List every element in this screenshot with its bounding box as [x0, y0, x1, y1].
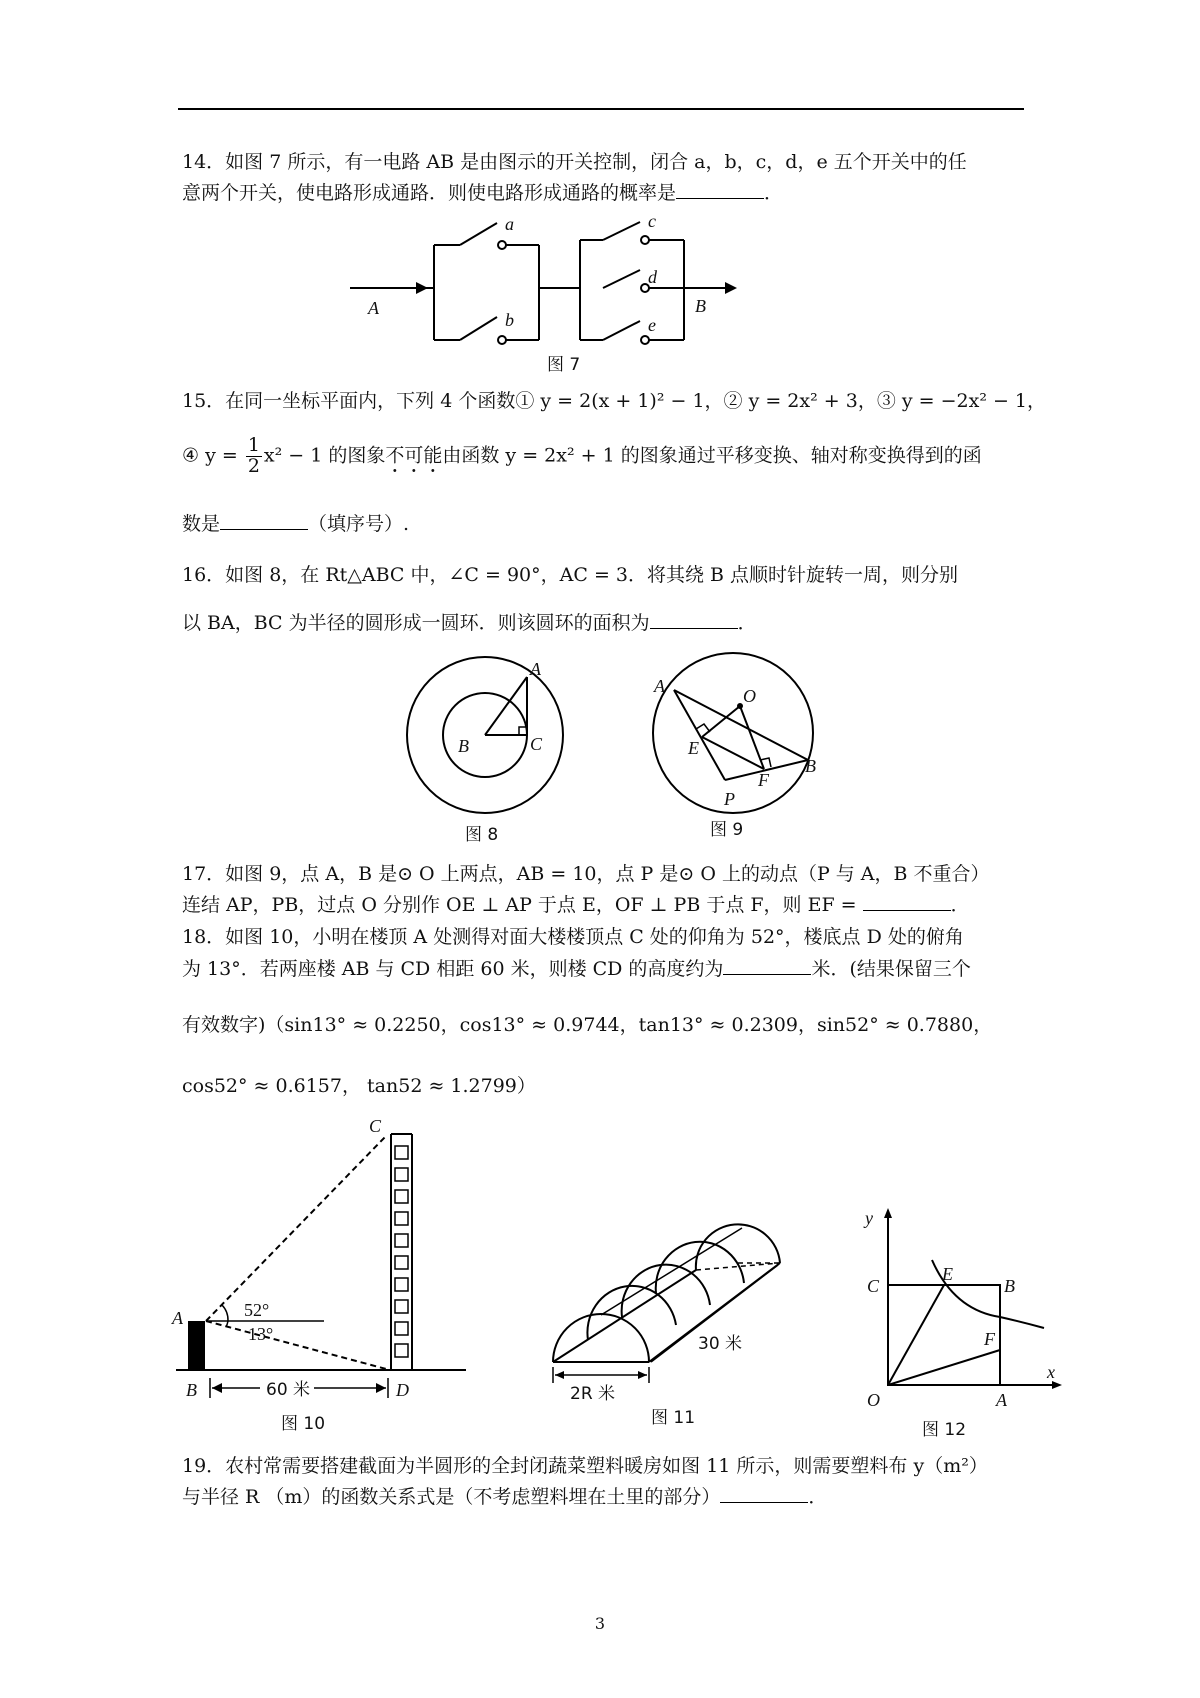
q17-line1: 17．如图 9，点 A，B 是⊙ O 上两点，AB = 10，点 P 是⊙ O 上的动点（P 与 A，B 不重合）: [182, 863, 990, 885]
fig9-label-F: F: [758, 770, 769, 790]
building-window: [395, 1212, 408, 1225]
fig8-label-A: A: [530, 659, 541, 679]
fig12-label-A: A: [996, 1390, 1007, 1410]
figure-7-circuit: [340, 210, 760, 380]
fig9-label-O: O: [743, 686, 756, 706]
fig12-label-C: C: [867, 1276, 880, 1296]
page-number: 3: [594, 1614, 606, 1633]
fig7-label-A: A: [368, 298, 379, 318]
figure-10-buildings: [172, 1108, 476, 1438]
fig11-caption: 图 11: [651, 1408, 696, 1428]
fig12-label-O: O: [867, 1390, 880, 1410]
fig10-label-C: C: [369, 1116, 382, 1136]
q15-line1: 15．在同一坐标平面内，下列 4 个函数① y = 2(x + 1)² − 1，② y = 2x² + 3，③ y = −2x² − 1，: [182, 390, 1047, 412]
building-window: [395, 1344, 408, 1357]
fig12-caption: 图 12: [922, 1420, 967, 1440]
building-window: [395, 1190, 408, 1203]
fig8-label-B: B: [458, 736, 469, 756]
answer-blank-14[interactable]: [676, 182, 764, 199]
fig10-label-B: B: [186, 1380, 197, 1400]
answer-blank-15[interactable]: [220, 513, 308, 530]
fig7-label-d: d: [648, 267, 657, 287]
fig9-label-E: E: [688, 738, 699, 758]
fig10-caption: 图 10: [281, 1414, 326, 1434]
fig7-label-a: a: [505, 214, 514, 234]
fig10-label-A: A: [172, 1308, 183, 1328]
fig10-angle-13: 13°: [248, 1324, 274, 1344]
building-window: [395, 1300, 408, 1313]
q16-line2: 以 BA，BC 为半径的圆形成一圆环．则该圆环的面积为 ．: [182, 612, 757, 634]
answer-blank-17[interactable]: [863, 894, 951, 911]
building-window: [395, 1146, 408, 1159]
fig11-width-label: 2R 米: [570, 1384, 616, 1404]
header-rule: [178, 108, 1024, 110]
fig8-caption: 图 8: [465, 825, 499, 845]
q18-line4: cos52° ≈ 0.6157， tan52 ≈ 1.2799）: [182, 1075, 536, 1097]
q19-line1: 19．农村常需要搭建截面为半圆形的全封闭蔬菜塑料暖房如图 11 所示，则需要塑料布 y（m²）: [182, 1455, 988, 1477]
fig7-label-B: B: [695, 296, 706, 316]
q18-line3: 有效数字)（sin13° ≈ 0.2250，cos13° ≈ 0.9744，tan13° ≈ 0.2309，sin52° ≈ 0.7880，: [182, 1014, 993, 1036]
q15-line2: ④ y = $\frac{1}{2}$ x² − 1 的图象不可能由函数 y = 2x² + 1 的图象通过平移变换、轴对称变换得到的函: [182, 434, 982, 477]
figure-11-greenhouse: [548, 1225, 818, 1428]
building-window: [395, 1256, 408, 1269]
fig7-label-b: b: [505, 310, 514, 330]
fig12-label-y: y: [865, 1208, 873, 1228]
figure-12-axes: [862, 1210, 1072, 1440]
building-window: [395, 1168, 408, 1181]
q15-line3: 数是 （填序号）.: [182, 513, 410, 535]
q14-line1: 14．如图 7 所示，有一电路 AB 是由图示的开关控制，闭合 a，b，c，d，e 五个开关中的任: [182, 151, 967, 173]
answer-blank-18[interactable]: [723, 958, 811, 975]
fig7-label-c: c: [648, 211, 656, 231]
fig9-label-A: A: [654, 676, 665, 696]
fig12-label-B: B: [1004, 1276, 1015, 1296]
answer-blank-19[interactable]: [720, 1486, 808, 1503]
q14-line2: 意两个开关，使电路形成通路．则使电路形成通路的概率是 ．: [182, 182, 784, 204]
building-window: [395, 1322, 408, 1335]
q19-line2: 与半径 R （m）的函数关系式是（不考虑塑料埋在土里的部分） ．: [182, 1486, 828, 1508]
fig10-label-D: D: [396, 1380, 409, 1400]
fig7-label-e: e: [648, 315, 656, 335]
fig8-label-C: C: [530, 734, 543, 754]
fig12-label-x: x: [1047, 1362, 1055, 1382]
fig10-distance: 60 米: [266, 1380, 311, 1400]
emphasis-impossible: 不可能: [385, 444, 443, 467]
fig7-caption: 图 7: [547, 355, 581, 375]
fig9-label-B: B: [805, 756, 816, 776]
q18-line2: 为 13°．若两座楼 AB 与 CD 相距 60 米，则楼 CD 的高度约为 米．(结果保留三个: [182, 958, 971, 980]
fig10-angle-52: 52°: [244, 1300, 270, 1320]
building-window: [395, 1234, 408, 1247]
fig9-label-P: P: [724, 789, 735, 809]
figure-8-annulus: [400, 655, 600, 845]
answer-blank-16[interactable]: [650, 612, 738, 629]
figure-9-circle: [640, 650, 840, 840]
fig12-label-E: E: [942, 1264, 953, 1284]
building-window: [395, 1278, 408, 1291]
q18-line1: 18．如图 10，小明在楼顶 A 处测得对面大楼楼顶点 C 处的仰角为 52°，楼底点 D 处的俯角: [182, 926, 964, 948]
fig11-length-label: 30 米: [698, 1334, 743, 1354]
q16-line1: 16．如图 8，在 Rt△ABC 中，∠C = 90°，AC = 3．将其绕 B 点顺时针旋转一周，则分别: [182, 564, 959, 586]
fraction-one-half: $\frac{1}{2}$: [247, 434, 260, 477]
fig12-label-F: F: [984, 1329, 995, 1349]
fig9-caption: 图 9: [710, 820, 744, 840]
q17-line2: 连结 AP，PB，过点 O 分别作 OE ⊥ AP 于点 E，OF ⊥ PB 于点 F，则 EF = ．: [182, 894, 970, 916]
